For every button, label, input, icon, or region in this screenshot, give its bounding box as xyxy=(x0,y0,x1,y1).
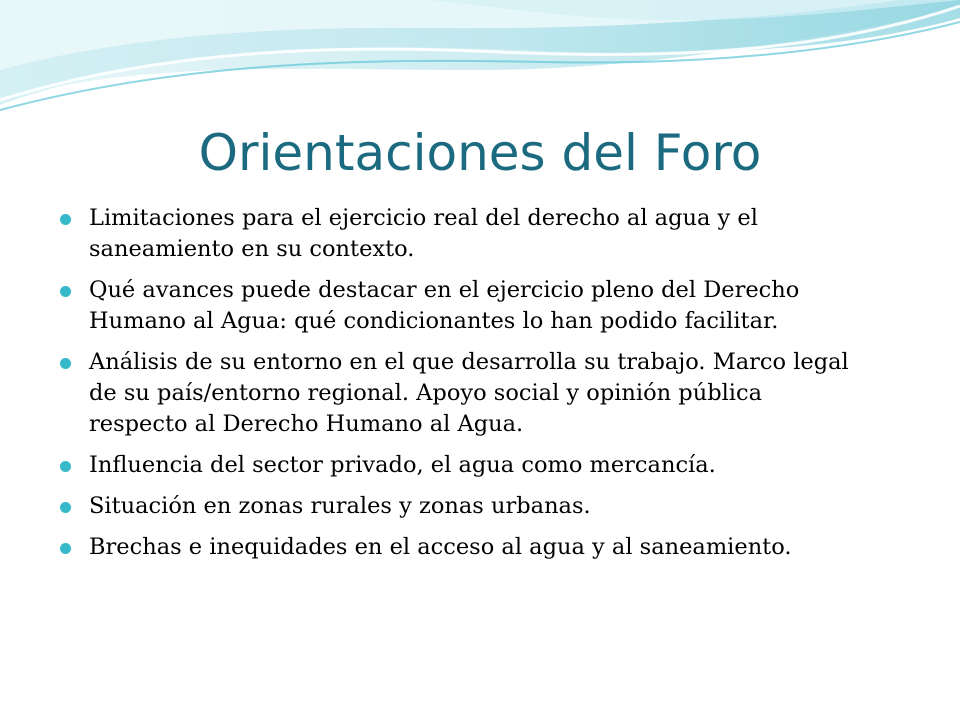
bullet-text: Análisis de su entorno en el que desarrolla su trabajo. Marco legal de su país/entorno regional. Apoyo social y opinión pública respecto al Derecho Humano al Agua. xyxy=(89,349,849,437)
bullet-dot-icon xyxy=(60,502,71,513)
bullet-list xyxy=(60,203,860,573)
slide-title: Orientaciones del Foro xyxy=(198,124,762,182)
bullet-item xyxy=(60,203,860,265)
bullet-dot-icon xyxy=(60,214,71,225)
bullet-text: Limitaciones para el ejercicio real del derecho al agua y el saneamiento en su contexto. xyxy=(89,205,758,262)
bullet-dot-icon xyxy=(60,543,71,554)
bullet-text: Influencia del sector privado, el agua como mercancía. xyxy=(89,452,716,478)
bullet-item xyxy=(60,532,860,563)
bullet-item xyxy=(60,450,860,481)
bullet-text: Qué avances puede destacar en el ejercicio pleno del Derecho Humano al Agua: qué condicionantes lo han podido facilitar. xyxy=(89,277,800,334)
bullet-dot-icon xyxy=(60,358,71,369)
bullet-dot-icon xyxy=(60,286,71,297)
header-wave-decoration xyxy=(0,0,960,130)
bullet-item xyxy=(60,347,860,440)
bullet-item xyxy=(60,491,860,522)
bullet-text: Situación en zonas rurales y zonas urbanas. xyxy=(89,493,591,519)
bullet-item xyxy=(60,275,860,337)
bullet-text: Brechas e inequidades en el acceso al agua y al saneamiento. xyxy=(89,534,792,560)
bullet-dot-icon xyxy=(60,461,71,472)
